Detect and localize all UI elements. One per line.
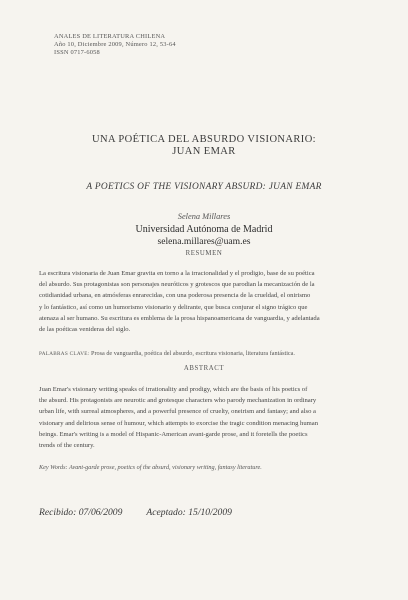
author-block bbox=[0, 211, 408, 249]
title-line-2: JUAN EMAR bbox=[172, 146, 236, 157]
title-line-1: UNA POÉTICA DEL ABSURDO VISIONARIO: bbox=[91, 134, 316, 145]
abstract-line: trends of the century. bbox=[39, 442, 95, 450]
key-words-label: Key Words: bbox=[39, 464, 68, 471]
abstract-line: Juan Emar's visionary writing speaks of irrationality and prodigy, which are the basis of his poetics of bbox=[39, 386, 308, 393]
resumen-line: atenaza al ser humano. Su escritura es emblema de la prosa hispanoamericana de vanguardia, y adelantada bbox=[39, 314, 320, 322]
resumen-keywords bbox=[39, 348, 373, 360]
abstract-line: the absurd. His protagonists are neurotic and grotesque characters who parody mechanization in ordinary bbox=[39, 397, 317, 405]
resumen-line: cotidianidad urbana, en atmósferas enrarecidas, con una poderosa presencia de la crueldad, el onirismo bbox=[39, 292, 311, 300]
received-date: Recibido: 07/06/2009 bbox=[39, 507, 123, 518]
abstract-line: visionary and delirious sense of humour, which attempts to exorcise the tragic condition menacing human bbox=[39, 419, 318, 427]
accepted-date: Aceptado: 15/10/2009 bbox=[146, 507, 232, 518]
abstract-text bbox=[39, 384, 373, 451]
resumen-text bbox=[39, 268, 373, 335]
journal-name: ANALES DE LITERATURA CHILENA bbox=[54, 33, 166, 40]
resumen-line: y lo fantástico, así como un humorismo visionario y delirante, que busca conjurar el signo trágico que bbox=[39, 303, 308, 311]
author-name: Selena Millares bbox=[177, 212, 231, 221]
abstract-line: beings. Emar's writing is a model of Hispanic-American avant-garde prose, and it foretells the poetics bbox=[39, 430, 308, 438]
key-words-text: Avant-garde prose, poetics of the absurd, visionary writing, fantasy literature. bbox=[69, 464, 262, 471]
article-title bbox=[0, 134, 408, 158]
journal-issue: Año 10, Diciembre 2009, Número 12, 53-64 bbox=[54, 41, 176, 49]
resumen-line: La escritura visionaria de Juan Emar gravita en torno a la irracionalidad y el prodigio, base de su poética bbox=[39, 270, 315, 277]
journal-issn: ISSN 0717-6058 bbox=[54, 49, 100, 57]
article-title-english: A POETICS OF THE VISIONARY ABSURD: JUAN EMAR bbox=[86, 182, 322, 192]
author-affiliation: Universidad Autónoma de Madrid bbox=[135, 223, 273, 235]
abstract-line: urban life, with surreal atmospheres, and a powerful presence of cruelty, oneirism and fantasy; and also a bbox=[39, 408, 316, 416]
author-email: selena.millares@uam.es bbox=[157, 236, 251, 247]
abstract-keywords bbox=[39, 462, 373, 473]
resumen-line: del absurdo. Sus protagonistas son personajes neuróticos y grotescos que parodian la mecanización de la bbox=[39, 281, 315, 289]
keywords-label: PALABRAS CLAVE: bbox=[39, 351, 90, 357]
keywords-text: Prosa de vanguardia, poética del absurdo, escritura visionaria, literatura fantástica. bbox=[91, 350, 295, 357]
abstract-heading: ABSTRACT bbox=[183, 365, 225, 372]
submission-dates bbox=[39, 507, 232, 518]
resumen-line: de las poéticas venideras del siglo. bbox=[39, 326, 131, 334]
journal-header bbox=[54, 33, 176, 58]
resumen-heading: RESUMEN bbox=[185, 250, 223, 257]
